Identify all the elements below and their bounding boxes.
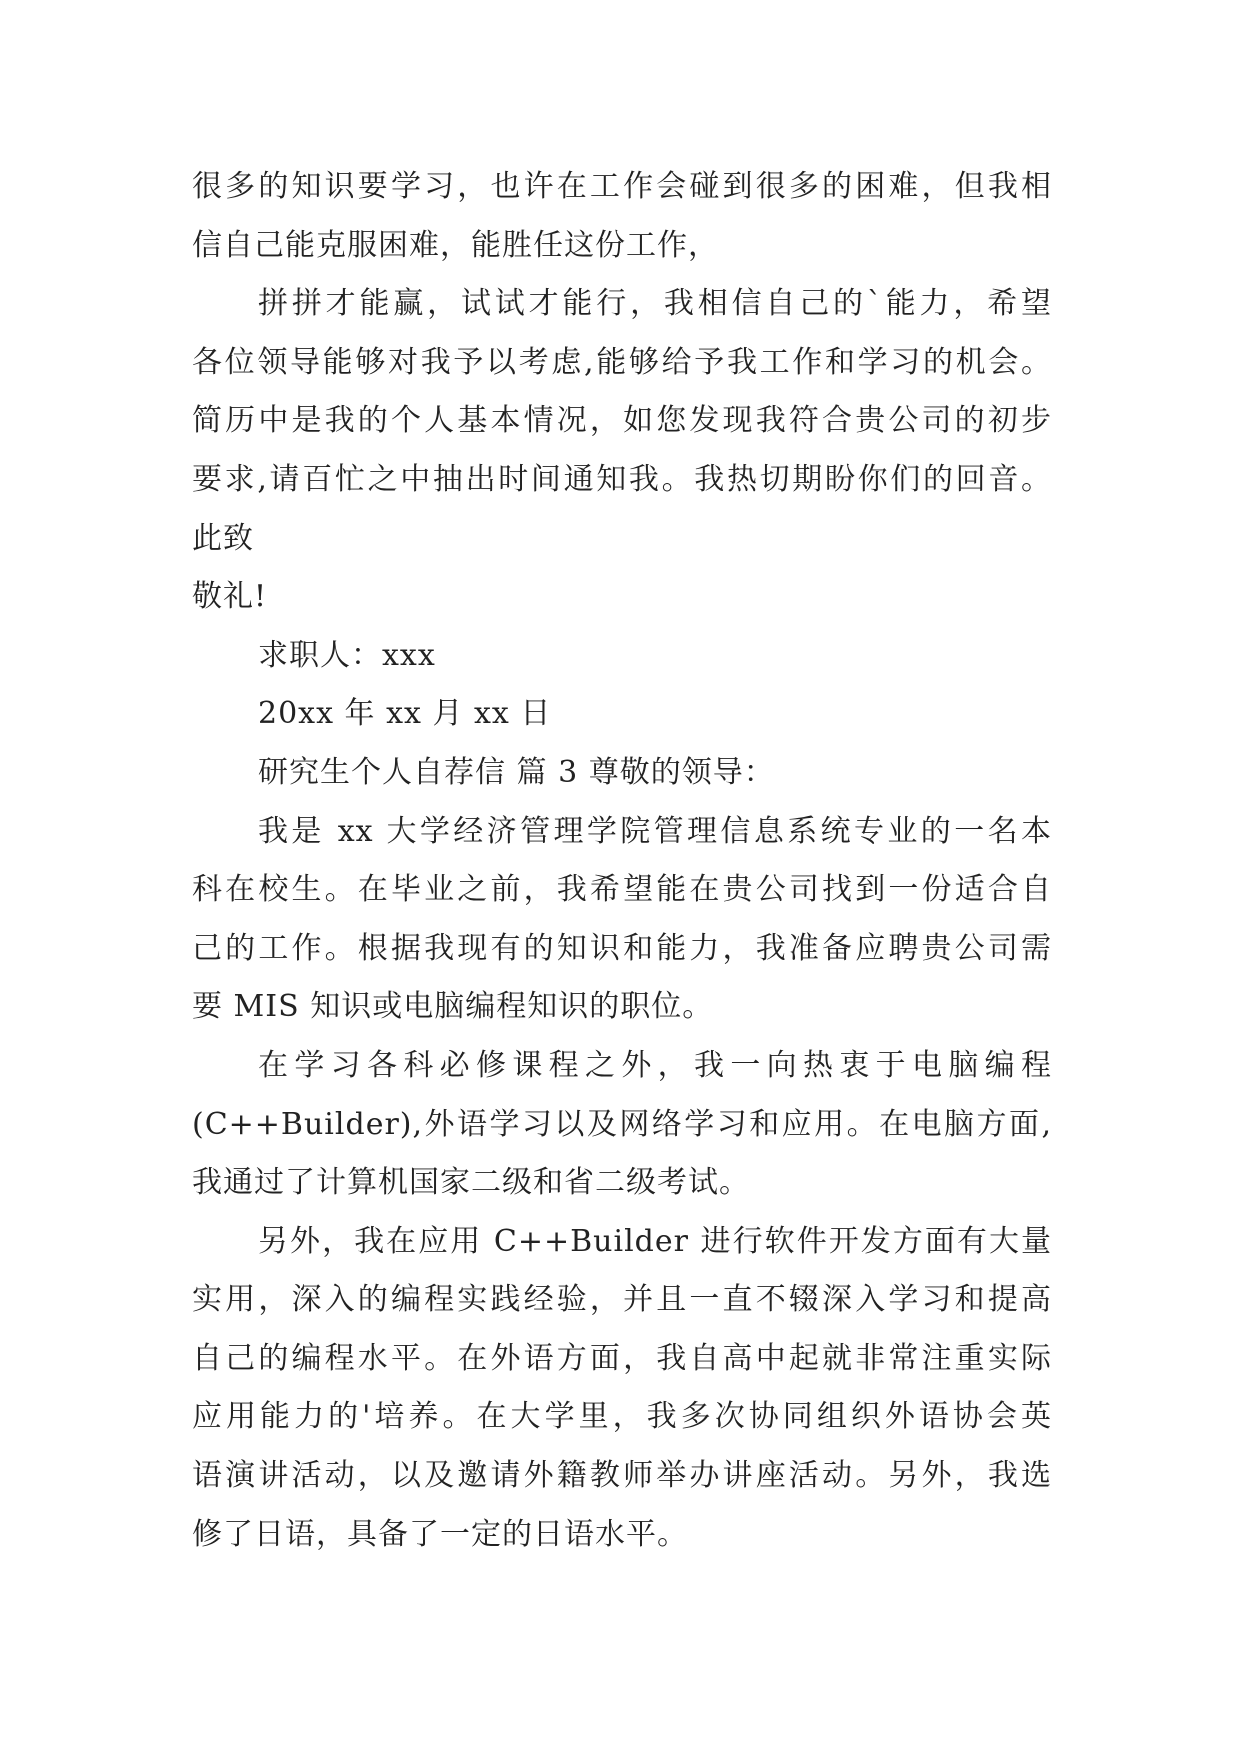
text-line: 语演讲活动，以及邀请外籍教师举办讲座活动。另外，我选: [192, 1458, 1052, 1494]
signature-date: 20xx 年 xx 月 xx 日: [258, 696, 552, 732]
text-line: 要 MIS 知识或电脑编程知识的职位。: [192, 989, 714, 1025]
closing-line: 此致: [192, 520, 254, 556]
text-line: 各位领导能够对我予以考虑,能够给予我工作和学习的机会。: [192, 344, 1052, 380]
text-line: 在学习各科必修课程之外，我一向热衷于电脑编程: [258, 1047, 1052, 1083]
text-line: 修了日语，具备了一定的日语水平。: [192, 1516, 688, 1552]
text-line: (C++Builder),外语学习以及网络学习和应用。在电脑方面,: [192, 1106, 1052, 1142]
text-line: 己的工作。根据我现有的知识和能力，我准备应聘贵公司需: [192, 930, 1052, 966]
section-heading: 研究生个人自荐信 篇 3 尊敬的领导：: [258, 754, 775, 790]
text-line: 自己的编程水平。在外语方面，我自高中起就非常注重实际: [192, 1340, 1052, 1376]
text-line: 科在校生。在毕业之前，我希望能在贵公司找到一份适合自: [192, 872, 1052, 908]
text-line: 拼拼才能赢，试试才能行，我相信自己的`能力，希望: [258, 286, 1052, 322]
signature-name: 求职人：xxx: [258, 637, 436, 673]
text-line: 很多的知识要学习，也许在工作会碰到很多的困难，但我相: [192, 169, 1052, 204]
text-line: 要求,请百忙之中抽出时间通知我。我热切期盼你们的回音。: [192, 461, 1052, 497]
text-line: 我是 xx 大学经济管理学院管理信息系统专业的一名本: [258, 813, 1052, 849]
text-line: 另外，我在应用 C++Builder 进行软件开发方面有大量: [258, 1223, 1052, 1259]
text-line: 信自己能克服困难，能胜任这份工作，: [192, 227, 719, 263]
letter-body: [192, 158, 1052, 1564]
closing-salute: 敬礼!: [192, 579, 268, 615]
text-line: 简历中是我的个人基本情况，如您发现我符合贵公司的初步: [192, 403, 1052, 439]
text-line: 应用能力的'培养。在大学里，我多次协同组织外语协会英: [192, 1399, 1052, 1435]
text-line: 我通过了计算机国家二级和省二级考试。: [192, 1165, 750, 1201]
text-line: 实用，深入的编程实践经验，并且一直不辍深入学习和提高: [192, 1282, 1052, 1318]
